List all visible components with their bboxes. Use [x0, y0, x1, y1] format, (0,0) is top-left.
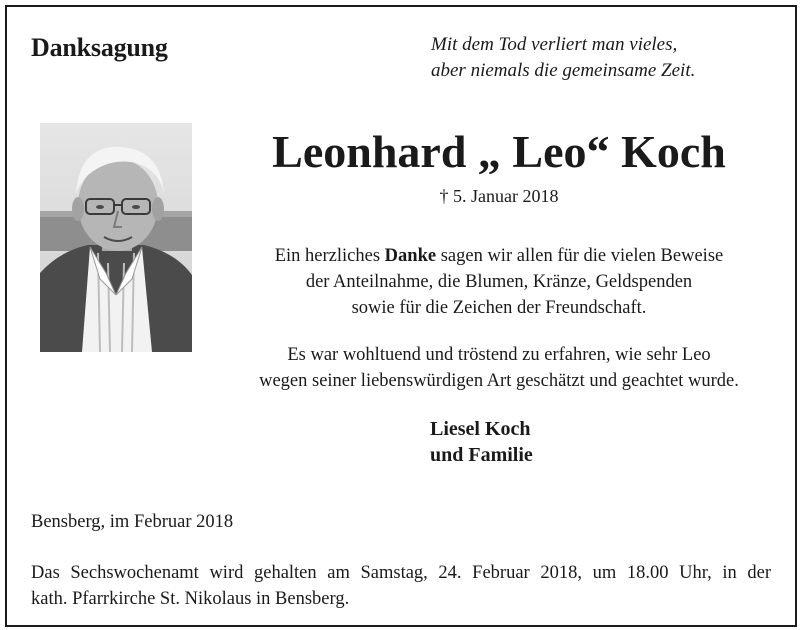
signature-line-1: Liesel Koch: [430, 418, 531, 440]
mass-notice-line-1: Das Sechswochenamt wird gehalten am Samstag, 24. Februar 2018, um 18.00 Uhr, in der: [31, 563, 771, 583]
thanks-line-1-prefix: Ein herzliches: [274, 246, 385, 266]
place-date: Bensberg, im Februar 2018: [31, 512, 234, 532]
thanks-line-3: sowie für die Zeichen der Freundschaft.: [351, 298, 647, 318]
death-date: † 5. Januar 2018: [439, 186, 559, 206]
comfort-line-2: wegen seiner liebenswürdigen Art geschätzt und geachtet wurde.: [259, 371, 739, 391]
comfort-paragraph: [204, 342, 794, 394]
thanks-emphasis: Danke: [384, 246, 437, 266]
memorial-quote: [431, 32, 695, 84]
comfort-line-1: Es war wohltuend und tröstend zu erfahren, wie sehr Leo: [287, 345, 711, 365]
signature-line-2: und Familie: [430, 444, 533, 466]
thanks-paragraph: [204, 243, 794, 321]
quote-line-1: Mit dem Tod verliert man vieles,: [431, 34, 678, 55]
signature: [430, 416, 533, 468]
quote-line-2: aber niemals die gemeinsame Zeit.: [431, 60, 696, 81]
deceased-name: Leonhard „ Leo“ Koch: [272, 126, 726, 177]
thanks-line-2: der Anteilnahme, die Blumen, Kränze, Geldspenden: [305, 272, 693, 292]
mass-notice-line-2: kath. Pfarrkirche St. Nikolaus in Bensberg.: [31, 589, 350, 609]
page-title: Danksagung: [31, 33, 168, 62]
portrait-photo: [40, 123, 192, 352]
thanks-line-1: [204, 243, 794, 269]
thanks-line-1-suffix: sagen wir allen für die vielen Beweise: [436, 246, 724, 266]
mass-notice: [31, 560, 771, 612]
